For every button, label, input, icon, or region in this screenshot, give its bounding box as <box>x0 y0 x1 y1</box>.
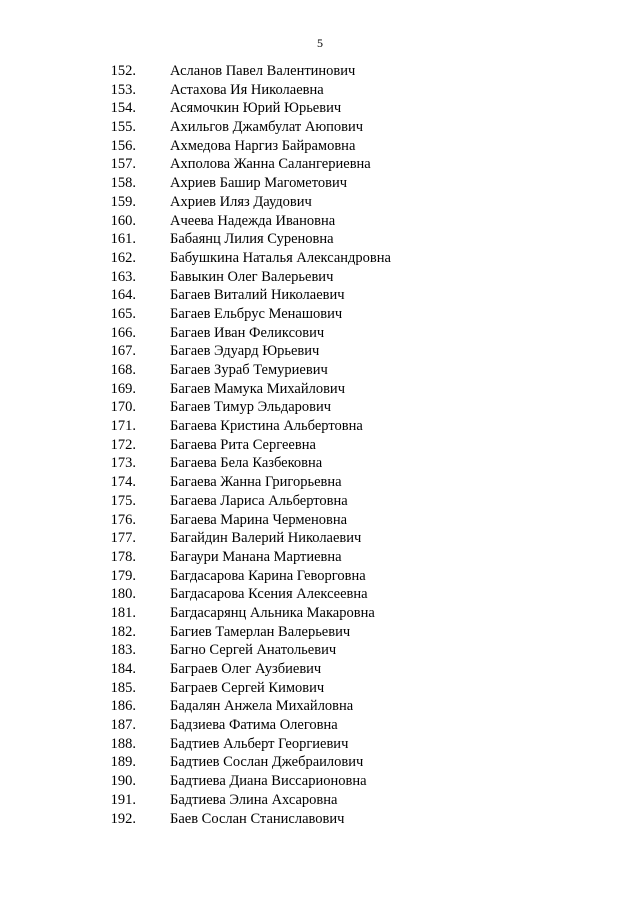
list-item-name: Багаев Иван Феликсович <box>170 324 325 341</box>
list-item <box>0 623 640 642</box>
list-item-number: 170. <box>110 399 136 416</box>
list-item <box>0 791 640 810</box>
list-item-number: 189. <box>110 754 136 771</box>
list-item-number: 186. <box>110 698 136 715</box>
list-item-name: Баграев Сергей Кимович <box>170 679 325 696</box>
list-item-name: Ахриев Иляз Даудович <box>170 193 312 210</box>
list-item-name: Багиев Тамерлан Валерьевич <box>170 623 351 640</box>
list-item-number: 161. <box>110 231 136 248</box>
list-item-number: 155. <box>110 119 136 136</box>
list-item-number: 156. <box>110 137 136 154</box>
list-item <box>0 62 640 81</box>
list-item-name: Бадтиева Диана Виссарионовна <box>170 773 367 790</box>
list-item-number: 182. <box>110 623 136 640</box>
list-item-name: Багаева Марина Черменовна <box>170 511 348 528</box>
list-item <box>0 548 640 567</box>
list-item-name: Астахова Ия Николаевна <box>170 81 324 98</box>
list-item <box>0 735 640 754</box>
list-item-number: 179. <box>110 567 136 584</box>
list-item-name: Багаева Кристина Альбертовна <box>170 418 363 435</box>
list-item-number: 191. <box>110 791 136 808</box>
list-item <box>0 604 640 623</box>
list-item <box>0 137 640 156</box>
list-item-number: 157. <box>110 156 136 173</box>
list-item-name: Ахполова Жанна Салангериевна <box>170 156 371 173</box>
list-item <box>0 380 640 399</box>
page-number: 5 <box>317 36 323 50</box>
list-item-name: Асямочкин Юрий Юрьевич <box>170 100 342 117</box>
list-item-name: Багаева Жанна Григорьевна <box>170 474 342 491</box>
list-item-name: Ачеева Надежда Ивановна <box>170 212 336 229</box>
list-item <box>0 679 640 698</box>
list-item-name: Багаев Виталий Николаевич <box>170 287 345 304</box>
list-item-number: 192. <box>110 810 136 827</box>
list-item <box>0 436 640 455</box>
list-item-name: Баев Сослан Станиславович <box>170 810 345 827</box>
list-item-name: Багаев Мамука Михайлович <box>170 380 345 397</box>
list-item-number: 167. <box>110 343 136 360</box>
list-item-number: 190. <box>110 773 136 790</box>
list-item <box>0 511 640 530</box>
list-item-number: 168. <box>110 362 136 378</box>
list-item-name: Багно Сергей Анатольевич <box>170 642 337 659</box>
list-item-name: Бадалян Анжела Михайловна <box>170 698 354 715</box>
list-item <box>0 529 640 548</box>
list-item <box>0 305 640 324</box>
list-item-number: 177. <box>110 530 136 547</box>
list-item-number: 174. <box>110 474 136 491</box>
list-item-number: 158. <box>110 175 136 192</box>
list-item-number: 185. <box>110 679 136 696</box>
list-item-name: Багдасарова Ксения Алексеевна <box>170 586 368 603</box>
list-item-name: Багаев Ельбрус Менашович <box>170 305 343 322</box>
list-item-name: Багдасарова Карина Геворговна <box>170 567 366 584</box>
list-item-number: 171. <box>110 418 136 435</box>
list-item-name: Ахриев Башир Магометович <box>170 175 347 192</box>
list-item <box>0 118 640 137</box>
list-item <box>0 268 640 287</box>
list-item <box>0 716 640 735</box>
list-item-name: Ахильгов Джамбулат Аюпович <box>170 119 364 136</box>
list-item-name: Багаева Лариса Альбертовна <box>170 492 348 509</box>
list-item <box>0 567 640 586</box>
list-item-number: 153. <box>110 81 136 98</box>
list-item <box>0 230 640 249</box>
list-item-name: Багаев Эдуард Юрьевич <box>170 343 320 360</box>
list-item-name: Бавыкин Олег Валерьевич <box>170 268 334 285</box>
list-item-number: 162. <box>110 249 136 266</box>
list-item <box>0 361 640 380</box>
list-item <box>0 324 640 343</box>
list-item-number: 159. <box>110 193 136 210</box>
list-item <box>0 417 640 436</box>
list-item-number: 178. <box>110 548 136 565</box>
list-item <box>0 454 640 473</box>
list-item-name: Багдасарянц Альника Макаровна <box>170 604 375 621</box>
list-item-name: Бадтиев Альберт Георгиевич <box>170 735 349 752</box>
list-item-number: 175. <box>110 492 136 509</box>
list-item <box>0 249 640 268</box>
list-item-number: 154. <box>110 100 136 117</box>
list-item-name: Бадтиева Элина Ахсаровна <box>170 791 338 808</box>
list-item <box>0 810 640 829</box>
list-item-name: Баграев Олег Аузбиевич <box>170 661 322 677</box>
list-item <box>0 193 640 212</box>
list-item-name: Бабаянц Лилия Суреновна <box>170 231 334 248</box>
list-item-name: Ахмедова Наргиз Байрамовна <box>170 137 356 154</box>
list-item-number: 176. <box>110 511 136 528</box>
list-item <box>0 641 640 660</box>
list-item-number: 181. <box>110 604 136 621</box>
name-list <box>0 62 640 828</box>
list-item-number: 172. <box>110 436 136 453</box>
list-item-name: Асланов Павел Валентинович <box>170 63 356 79</box>
list-item-name: Багаури Манана Мартиевна <box>170 548 342 565</box>
list-item-name: Багаева Бела Казбековна <box>170 455 323 472</box>
list-item <box>0 473 640 492</box>
list-item-number: 165. <box>110 305 136 322</box>
list-item <box>0 342 640 361</box>
list-item <box>0 174 640 193</box>
list-item <box>0 398 640 417</box>
list-item <box>0 155 640 174</box>
list-item <box>0 212 640 231</box>
list-item <box>0 753 640 772</box>
list-item-name: Багаев Тимур Эльдарович <box>170 399 332 416</box>
list-item <box>0 660 640 679</box>
list-item <box>0 81 640 100</box>
list-item <box>0 286 640 305</box>
list-item <box>0 99 640 118</box>
list-item-number: 166. <box>110 324 136 341</box>
list-item-number: 169. <box>110 380 136 397</box>
list-item-number: 152. <box>110 63 136 79</box>
list-item-name: Бабушкина Наталья Александровна <box>170 249 391 266</box>
list-item-number: 188. <box>110 735 136 752</box>
list-item <box>0 585 640 604</box>
list-item-name: Багайдин Валерий Николаевич <box>170 530 362 547</box>
list-item-number: 173. <box>110 455 136 472</box>
list-item <box>0 772 640 791</box>
list-item-name: Бадтиев Сослан Джебраилович <box>170 754 364 771</box>
list-item-number: 163. <box>110 268 136 285</box>
list-item <box>0 697 640 716</box>
list-item-name: Бадзиева Фатима Олеговна <box>170 717 338 734</box>
list-item-number: 164. <box>110 287 136 304</box>
list-item-number: 184. <box>110 661 136 677</box>
list-item-name: Багаев Зураб Темуриевич <box>170 362 328 378</box>
list-item-number: 180. <box>110 586 136 603</box>
list-item <box>0 492 640 511</box>
list-item-number: 160. <box>110 212 136 229</box>
list-item-number: 183. <box>110 642 136 659</box>
list-item-name: Багаева Рита Сергеевна <box>170 436 316 453</box>
list-item-number: 187. <box>110 717 136 734</box>
